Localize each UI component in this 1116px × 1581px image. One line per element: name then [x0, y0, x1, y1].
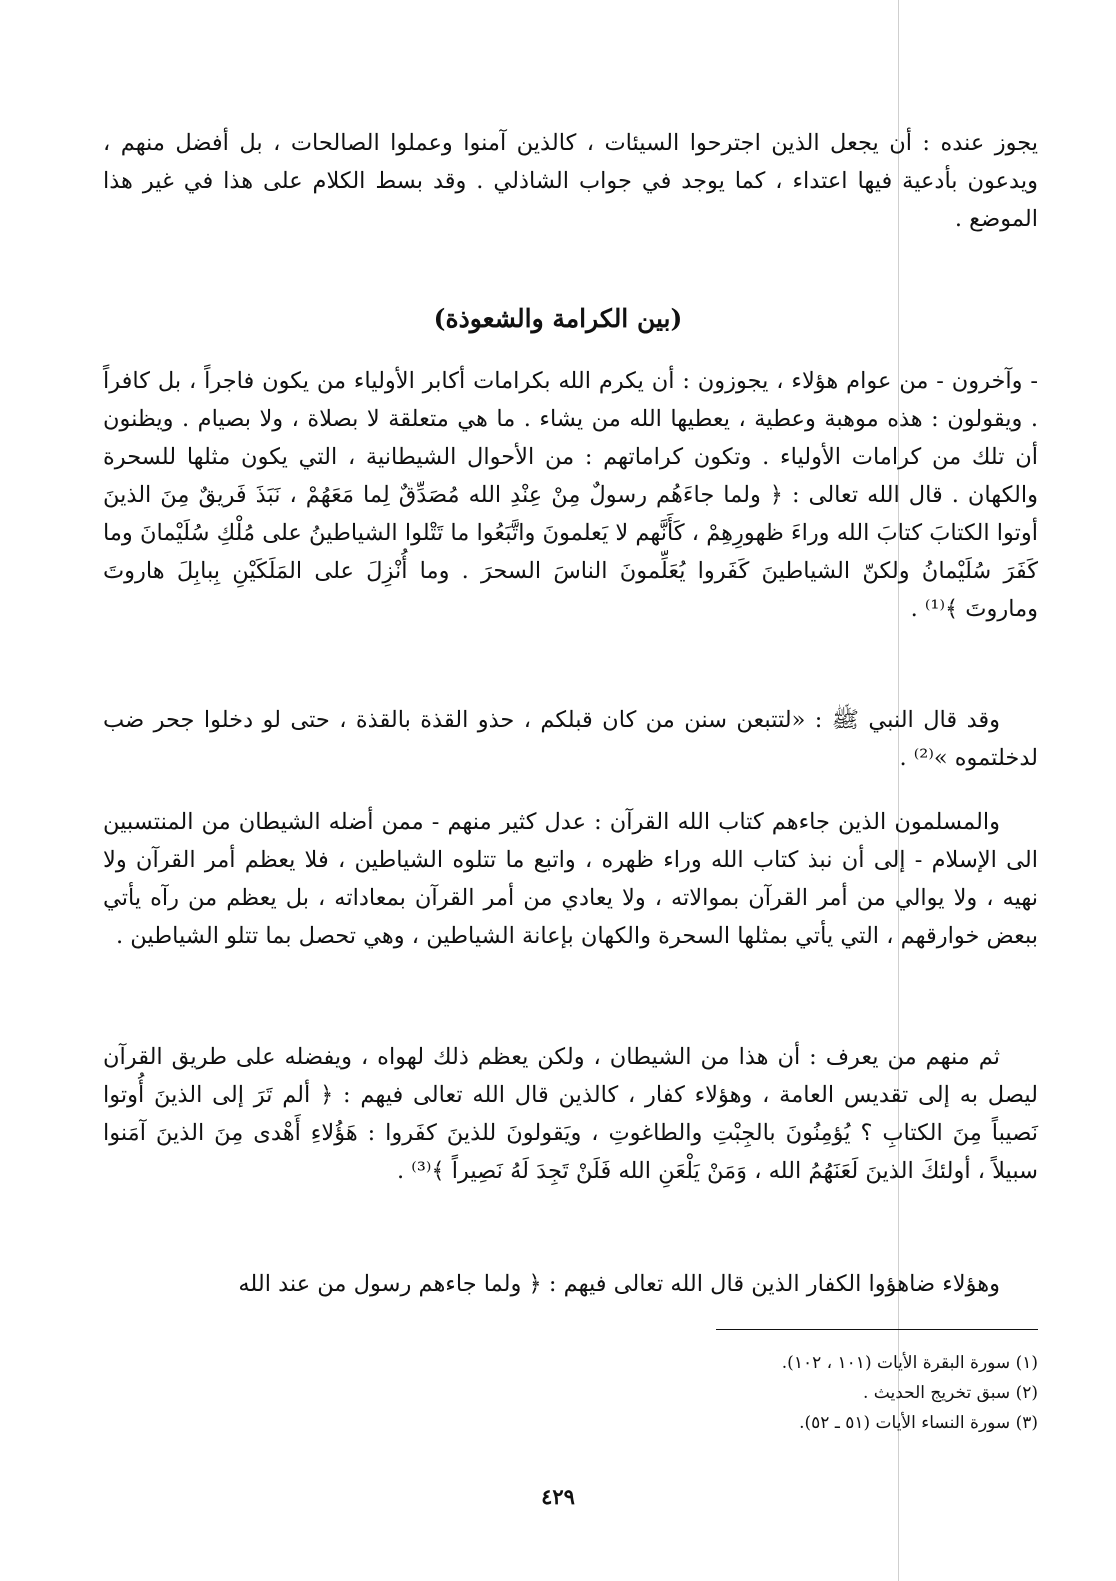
paragraph-hadith: وقد قال النبي ﷺ : «لتتبعن سنن من كان قبلكم ، حذو القذة بالقذة ، حتى لو دخلوا جحر ضب لدخلتموه »⁽²⁾ . [103, 707, 1038, 771]
page-number: ٤٢٩ [541, 1484, 575, 1509]
section-heading: (بين الكرامة والشعوذة) [433, 304, 683, 333]
footnote-divider [716, 1329, 1038, 1330]
paragraph-continuation: يجوز عنده : أن يجعل الذين اجترحوا السيئات ، كالذين آمنوا وعملوا الصالحات ، بل أفضل منهم ، ويدعون بأدعية فيها اعتداء ، كما يوجد في جواب الشاذلي . وقد بسط الكلام على هذا في غير هذا الموضع . [103, 130, 1038, 232]
paragraph-karamat: - وآخرون - من عوام هؤلاء ، يجوزون : أن يكرم الله بكرامات أكابر الأولياء من يكون فاجراً ، بل كافراً . ويقولون : هذه موهبة وعطية ، يعطيها الله من يشاء . ما هي متعلقة لا بصلاة ، ولا بصيام . ويظنون أن تلك من كرامات الأولياء . وتكون كراماتهم : من الأحوال الشيطانية ، التي يكون مثلها للسحرة والكهان . قال الله تعالى : ﴿ ولما جاءَهُم رسولٌ مِنْ عِنْدِ الله مُصَدِّقٌ لِما مَعَهُمْ ، نَبَذَ فَريقٌ مِنَ الذينَ أوتوا الكتابَ كتابَ الله وراءَ ظهورِهِمْ ، كَأَنَّهم لا يَعلمونَ واتَّبَعُوا ما تَتْلوا الشياطينُ على مُلْكِ سُلَيْمانَ وما كَفَرَ سُلَيْمانُ ولكنّ الشياطينَ كَفَروا يُعَلِّمونَ الناسَ السحرَ . وما أُنْزِلَ على المَلَكَيْنِ بِبابِلَ هاروتَ وماروتَ ﴾⁽¹⁾ . [103, 368, 1038, 622]
paragraph-final: وهؤلاء ضاهؤوا الكفار الذين قال الله تعالى فيهم : ﴿ ولما جاءهم رسول من عند الله [238, 1271, 1000, 1297]
footnotes-list [438, 1348, 1038, 1438]
paragraph-some-know: ثم منهم من يعرف : أن هذا من الشيطان ، ولكن يعظم ذلك لهواه ، ويفضله على طريق القرآن ليصل به إلى تقديس العامة ، وهؤلاء كفار ، كالذين قال الله تعالى فيهم : ﴿ ألم تَرَ إلى الذينَ أُوتوا نَصيباً مِنَ الكتابِ ؟ يُؤمِنُونَ بالجِبْتِ والطاغوتِ ، ويَقولونَ للذينَ كفَروا : هَؤُلاءِ أَهْدى مِنَ الذينَ آمَنوا سبيلاً ، أولئكَ الذينَ لَعَنَهُمُ الله ، وَمَنْ يَلْعَنِ الله فَلَنْ تَجِدَ لَهُ نَصِيراً ﴾⁽³⁾ . [103, 1044, 1038, 1184]
paragraph-muslims: والمسلمون الذين جاءهم كتاب الله القرآن : عدل كثير منهم - ممن أضله الشيطان من المنتسبين الى الإسلام - إلى أن نبذ كتاب الله وراء ظهره ، واتبع ما تتلوه الشياطين ، فلا يعظم أمر القرآن ولا نهيه ، ولا يوالي من أمر القرآن بموالاته ، ولا يعادي من أمر القرآن بمعاداته ، بل يعظم من رآه يأتي ببعض خوارقهم ، التي يأتي بمثلها السحرة والكهان بإعانة الشياطين ، وهي تحصل بما تتلو الشياطين . [103, 809, 1038, 949]
footnote-item: (٣) سورة النساء الأيات (٥١ ـ ٥٢). [799, 1413, 1038, 1433]
footnote-item: (١) سورة البقرة الأيات (١٠١ ، ١٠٢). [781, 1353, 1038, 1373]
footnote-item: (٢) سبق تخريج الحديث . [863, 1383, 1038, 1403]
